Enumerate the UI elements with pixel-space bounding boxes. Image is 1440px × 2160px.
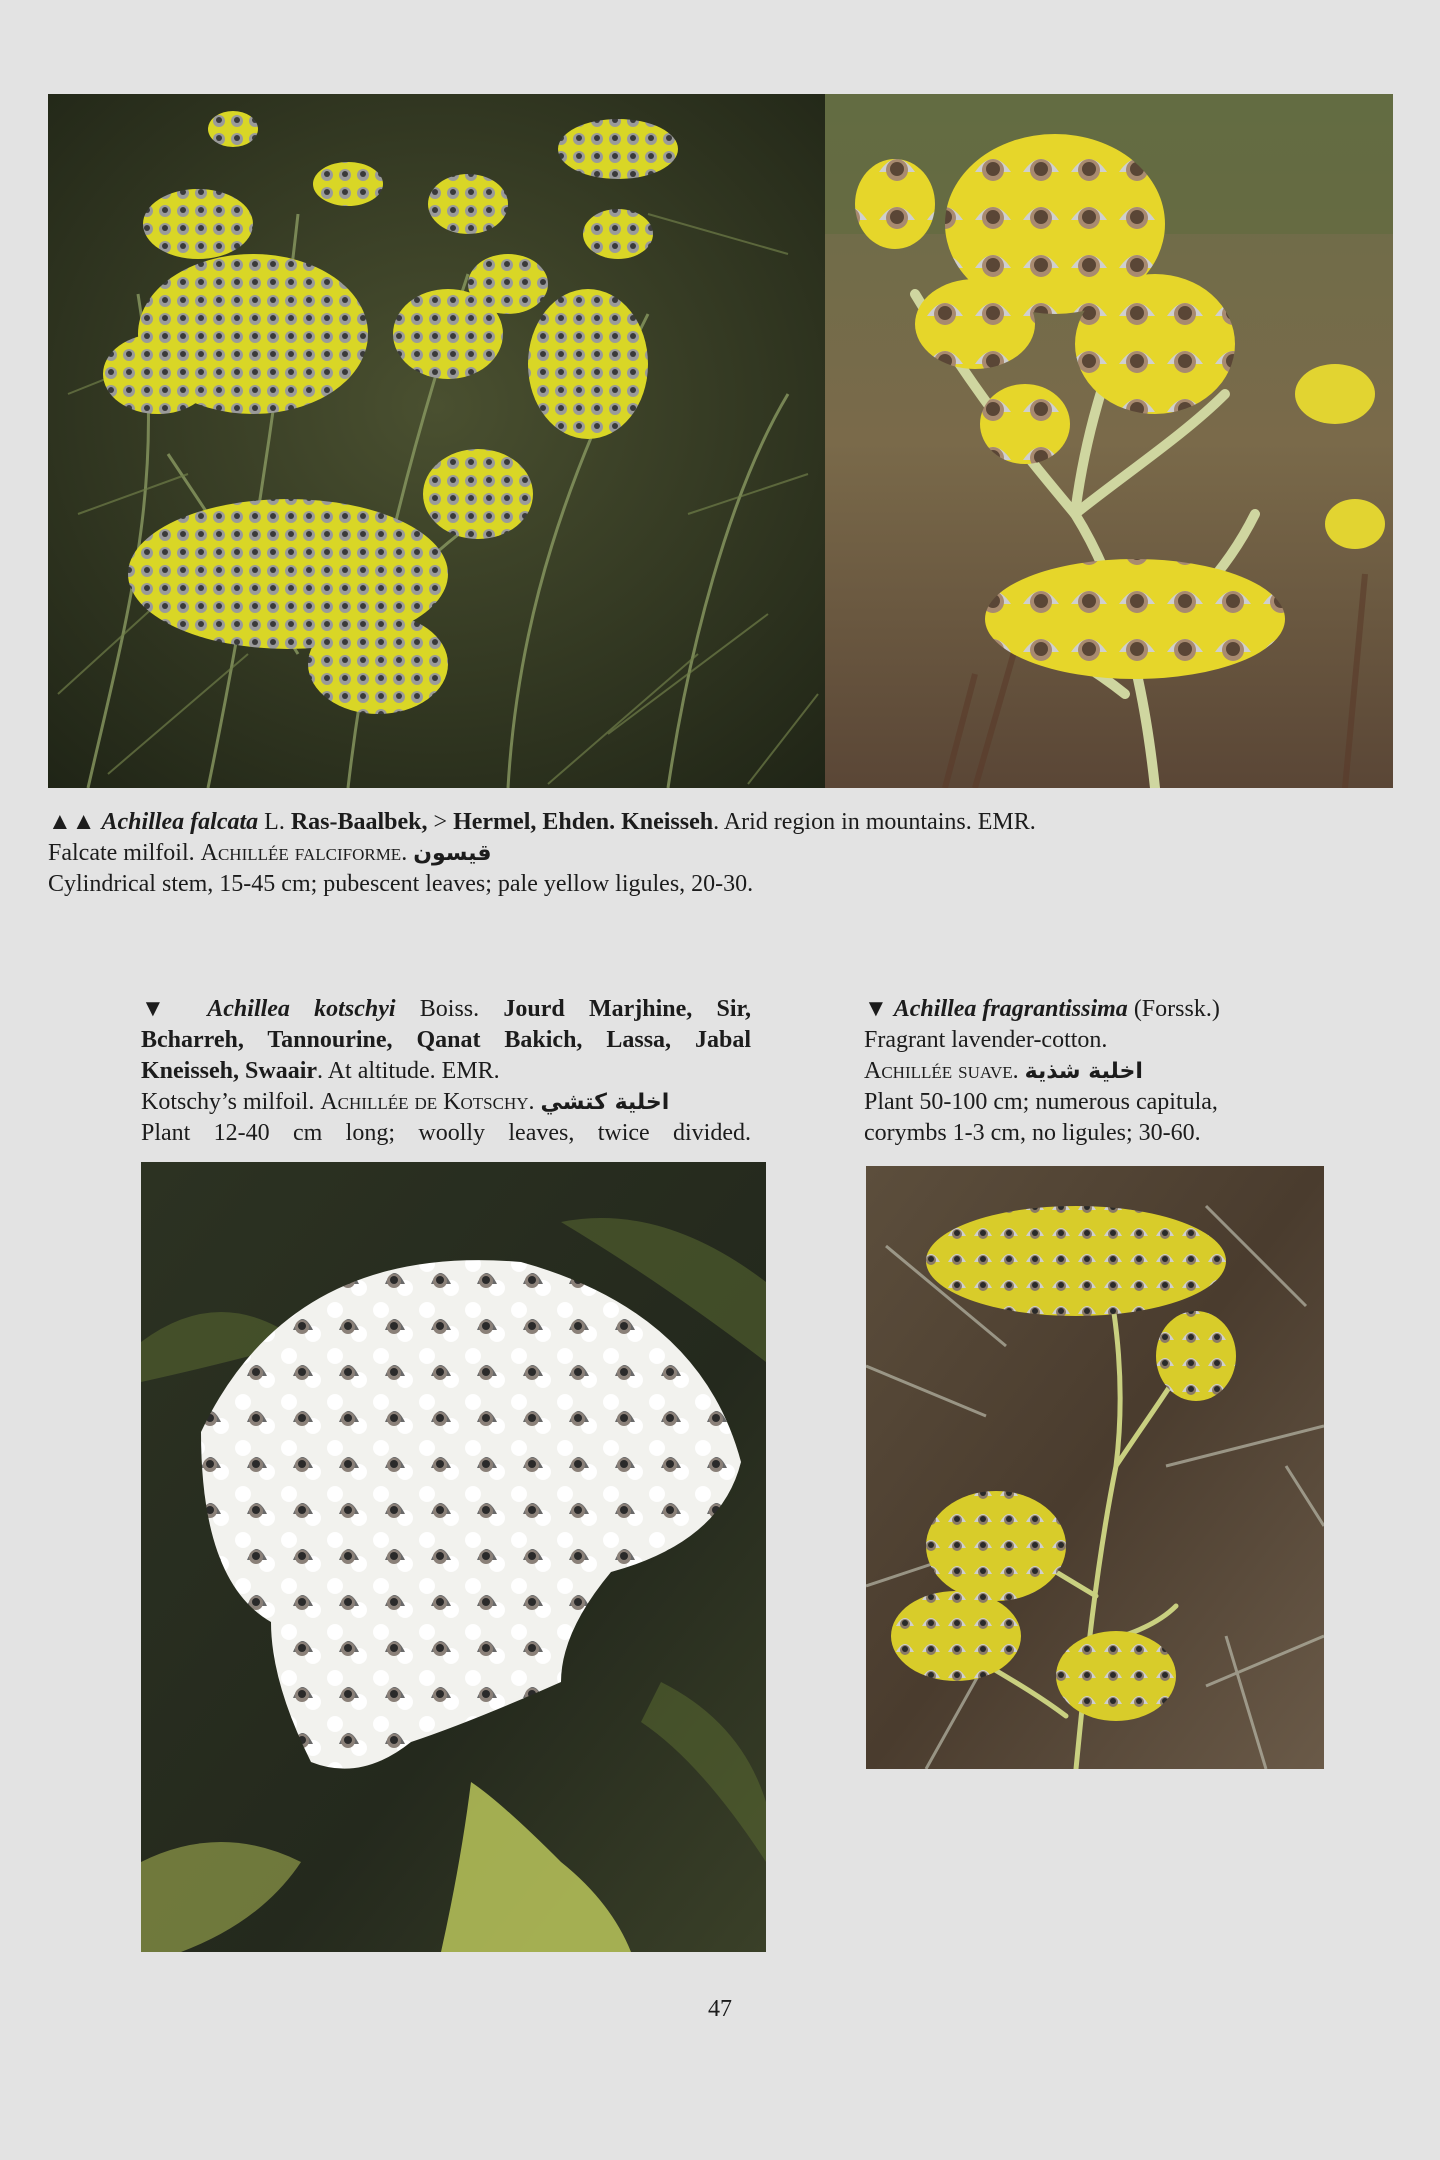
french-name: Achillée falciforme.: [200, 840, 408, 866]
french-name: Achillée suave.: [864, 1058, 1019, 1084]
photo-achillea-falcata-right: [825, 94, 1393, 788]
habitat-text: . At altitude. EMR.: [317, 1058, 500, 1084]
common-name: Kotschy’s milfoil.: [141, 1089, 315, 1115]
caption-line-1: [864, 994, 1334, 1025]
arabic-name: اخلية شذية: [1024, 1059, 1143, 1084]
arabic-name: اخلية كتشي: [540, 1090, 670, 1115]
common-name: Falcate milfoil.: [48, 840, 195, 866]
locality-1: Ras-Baalbek,: [290, 809, 428, 835]
caption-line-3: [141, 1056, 751, 1087]
species-name: Achillea fragrantissima: [893, 996, 1128, 1022]
caption-line-2: [48, 838, 1393, 869]
triangle-down-marker: ▼: [864, 996, 888, 1022]
localities-line-2: Bcharreh, Tannourine, Qanat Bakich, Lassa, Jabal: [141, 1027, 751, 1053]
photo-achillea-falcata-left: [48, 94, 825, 788]
caption-line-4: [141, 1087, 751, 1118]
caption-description: Cylindrical stem, 15-45 cm; pubescent leaves; pale yellow ligules, 20-30.: [48, 871, 754, 897]
species-name: Achillea kotschyi: [207, 996, 396, 1022]
caption-achillea-fragrantissima: [864, 994, 1334, 1149]
species-author: L.: [264, 809, 285, 835]
localities-line-1: Jourd Marjhine, Sir,: [503, 996, 751, 1022]
photo-achillea-fragrantissima: [866, 1166, 1324, 1769]
greater-than-sign: >: [433, 809, 448, 835]
caption-description-1: Plant 50-100 cm; numerous capitula,: [864, 1089, 1218, 1115]
caption-description-2: corymbs 1-3 cm, no ligules; 30-60.: [864, 1120, 1201, 1146]
habitat-text: . Arid region in mountains. EMR.: [713, 809, 1036, 835]
photo-achillea-kotschyi: [141, 1162, 766, 1952]
caption-description: Plant 12-40 cm long; woolly leaves, twice divided.: [141, 1120, 751, 1146]
page-number: 47: [708, 1996, 732, 2022]
caption-achillea-kotschyi: [141, 994, 751, 1149]
french-name: Achillée de Kotschy.: [320, 1089, 535, 1115]
locality-2: Hermel, Ehden. Kneisseh: [453, 809, 714, 835]
caption-line-2: [141, 1025, 751, 1056]
localities-line-3: Kneisseh, Swaair: [141, 1058, 318, 1084]
species-author: (Forssk.): [1133, 996, 1220, 1022]
arabic-name: قيسون: [413, 841, 492, 866]
caption-line-1: [48, 807, 1393, 838]
species-author: Boiss.: [419, 996, 480, 1022]
triangle-up-marker: ▲▲: [48, 809, 96, 835]
caption-achillea-falcata: [48, 807, 1393, 900]
triangle-down-marker: ▼: [141, 996, 184, 1022]
species-name: Achillea falcata: [101, 809, 259, 835]
caption-line-3: [864, 1056, 1334, 1087]
caption-line-1: [141, 994, 751, 1025]
common-name: Fragrant lavender-cotton.: [864, 1027, 1108, 1053]
